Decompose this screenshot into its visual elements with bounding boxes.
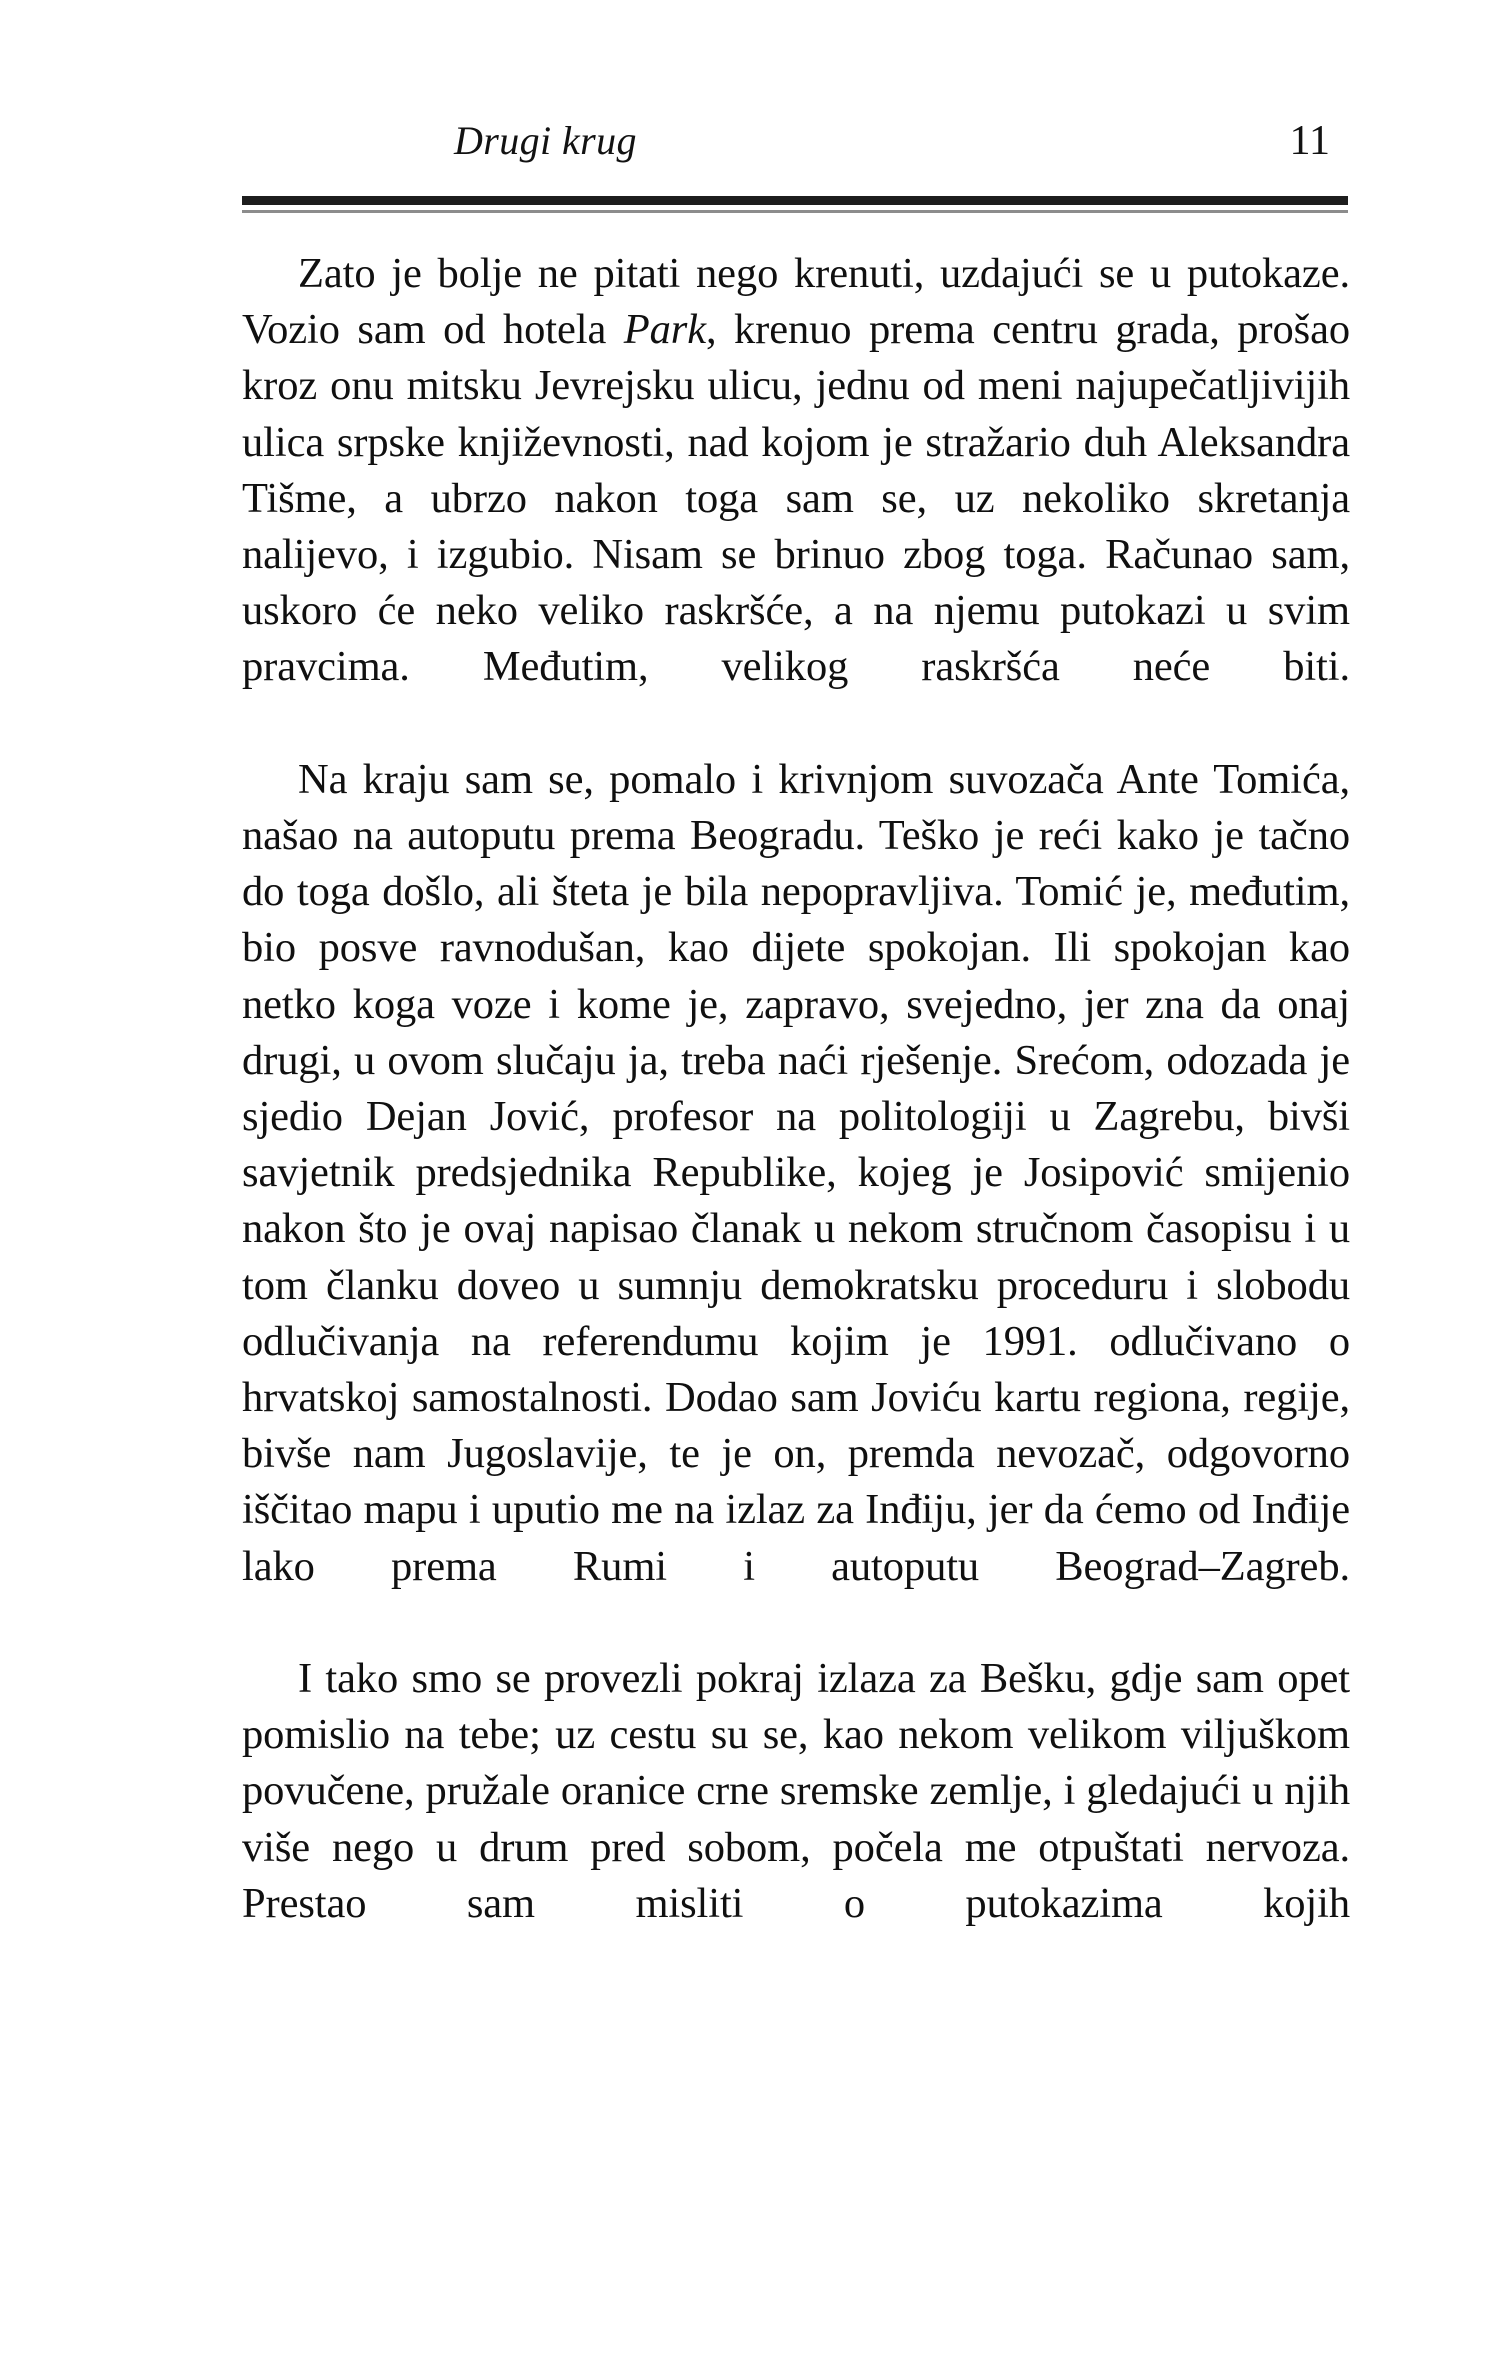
paragraph-1-text-before-emphasis: Zato je bolje ne pitati nego krenuti, uzdajući se u putokaze. Vozio sam od hotela — [242, 250, 1350, 354]
running-header — [242, 120, 1348, 182]
running-title: Drugi krug — [454, 118, 637, 163]
paragraph-3: I tako smo se provezli pokraj izlaza za Bešku, gdje sam opet pomislio na tebe; uz cestu su se, kao nekom velikom viljuškom povučene, pružale oranice crne sremske zemlje, i gledajući u njih više nego u drum pred sobom, počela me otpuštati nervoza. Prestao sam misliti o putokazima kojih — [242, 1655, 1350, 1927]
paragraph-1-text-after-emphasis: , krenuo prema centru grada, prošao kroz onu mitsku Jevrejsku ulicu, jednu od meni najupečatljivijih ulica srpske književnosti, nad kojom je stražario duh Aleksandra Tišme, a ubrzo nakon toga sam se, uz nekoliko skretanja nalijevo, i izgubio. Nisam se brinuo zbog toga. Računao sam, uskoro će neko veliko raskršće, a na njemu putokazi u svim pravcima. Međutim, velikog raskršća neće biti. — [242, 306, 1350, 691]
body-text-block — [242, 246, 1350, 1988]
paragraph-1 — [242, 246, 1350, 752]
rule-thick — [242, 196, 1348, 205]
emphasized-title-park: Park — [623, 306, 706, 354]
paragraph-2: Na kraju sam se, pomalo i krivnjom suvozača Ante Tomića, našao na autoputu prema Beogradu. Teško je reći kako je tačno do toga došlo, ali šteta je bila nepopravljiva. Tomić je, međutim, bio posve ravnodušan, kao dijete spokojan. Ili spokojan kao netko koga voze i kome je, zapravo, svejedno, jer zna da onaj drugi, u ovom slučaju ja, treba naći rješenje. Srećom, odozada je sjedio Dejan Jović, profesor na politologiji u Zagrebu, bivši savjetnik predsjednika Republike, kojeg je Josipović smijenio nakon što je ovaj napisao članak u nekom stručnom časopisu i u tom članku doveo u sumnju demokratsku proceduru i slobodu odlučivanja na referendumu kojim je 1991. odlučivano o hrvatskoj samostalnosti. Dodao sam Joviću kartu regiona, regije, bivše nam Jugoslavije, te je on, premda nevozač, odgovorno iščitao mapu i uputio me na izlaz za Inđiju, jer da ćemo od Inđije lako prema Rumi i autoputu Beograd–Zagreb. — [242, 755, 1350, 1590]
rule-thin — [242, 210, 1348, 213]
header-double-rule — [242, 196, 1348, 213]
page-number: 11 — [1289, 118, 1330, 164]
